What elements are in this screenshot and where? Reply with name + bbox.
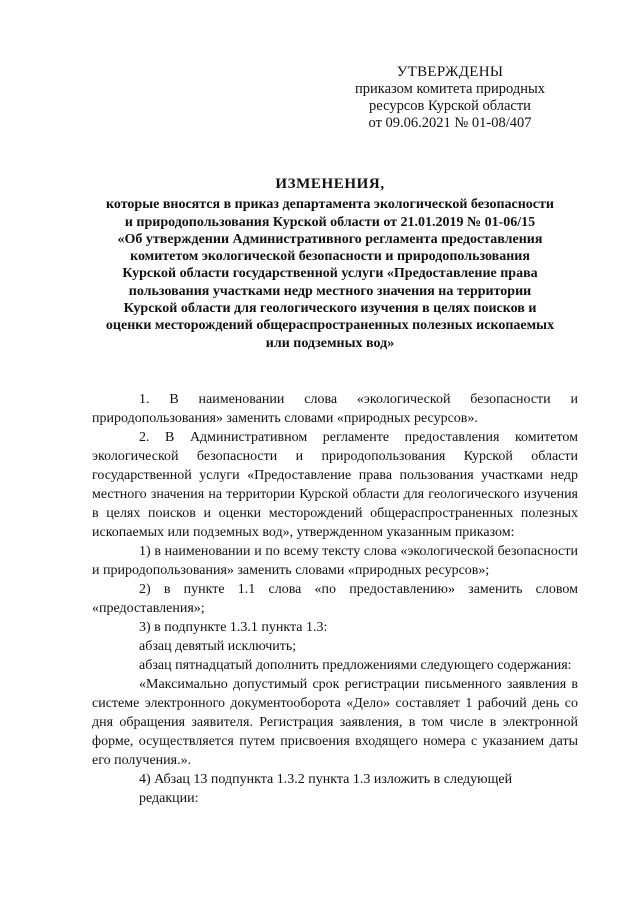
approval-date-number: от 09.06.2021 № 01-08/407 bbox=[368, 115, 532, 131]
approval-heading: УТВЕРЖДЕНЫ bbox=[396, 64, 504, 80]
title-line: или подземных вод» bbox=[265, 335, 395, 351]
subparagraph-1: 1) в наименовании и по всему тексту слова «экологической безопасности и природопользования» заменить словами «природных ресурсов»; bbox=[92, 544, 578, 578]
document-title bbox=[70, 176, 590, 352]
paragraph-2: 2. В Административном регламенте предоставления комитетом экологической безопасности и природопользования Курской области государственной услуги «Предоставление права пользования участками недр местного значения на территории Курской области для геологического изучения в целях поисков и оценки месторождений общераспространенных полезных ископаемых или подземных вод», утвержденном указанным приказом: bbox=[92, 430, 578, 540]
paragraph-1: 1. В наименовании слова «экологической безопасности и природопользования» заменить словами «природных ресурсов». bbox=[92, 392, 578, 426]
approval-line: приказом комитета природных bbox=[355, 81, 545, 97]
approval-line: ресурсов Курской области bbox=[369, 98, 531, 114]
title-line: «Об утверждении Административного регламента предоставления bbox=[117, 231, 543, 247]
subparagraph-3: 3) в подпункте 1.3.1 пункта 1.3: bbox=[139, 620, 328, 635]
title-line: и природопользования Курской области от 21.01.2019 № 01-06/15 bbox=[124, 214, 536, 230]
subparagraph-2: 2) в пункте 1.1 слова «по предоставлению» заменить словом «предоставления»; bbox=[92, 582, 578, 616]
title-line: оценки месторождений общераспространенных полезных ископаемых bbox=[105, 318, 555, 334]
title-line: Курской области для геологического изучения в целях поисков и bbox=[123, 301, 537, 317]
title-line: которые вносятся в приказ департамента экологической безопасности bbox=[106, 197, 554, 213]
approval-stamp bbox=[330, 64, 570, 132]
paragraph-ninth-removal: абзац девятый исключить; bbox=[139, 639, 297, 654]
subparagraph-4: 4) Абзац 13 подпункта 1.3.2 пункта 1.3 изложить в следующей bbox=[139, 772, 513, 787]
title-line: Курской области государственной услуги «Предоставление права bbox=[122, 266, 538, 282]
subparagraph-4-continuation: редакции: bbox=[139, 791, 199, 806]
title-line: пользования участками недр местного значения на территории bbox=[128, 283, 532, 299]
document-body bbox=[92, 390, 578, 808]
paragraph-fifteenth-addition: абзац пятнадцатый дополнить предложениями следующего содержания: bbox=[139, 658, 572, 673]
title-line: комитетом экологической безопасности и природопользования bbox=[130, 249, 530, 265]
title-heading: ИЗМЕНЕНИЯ, bbox=[275, 176, 385, 192]
quoted-text: «Максимально допустимый срок регистрации письменного заявления в системе электронного документооборота «Дело» составляет 1 рабочий день со дня обращения заявителя. Регистрация заявления, в том числе в электронной форме, осуществляется путем присвоения входящего номера с указанием даты его получения.». bbox=[92, 677, 578, 768]
